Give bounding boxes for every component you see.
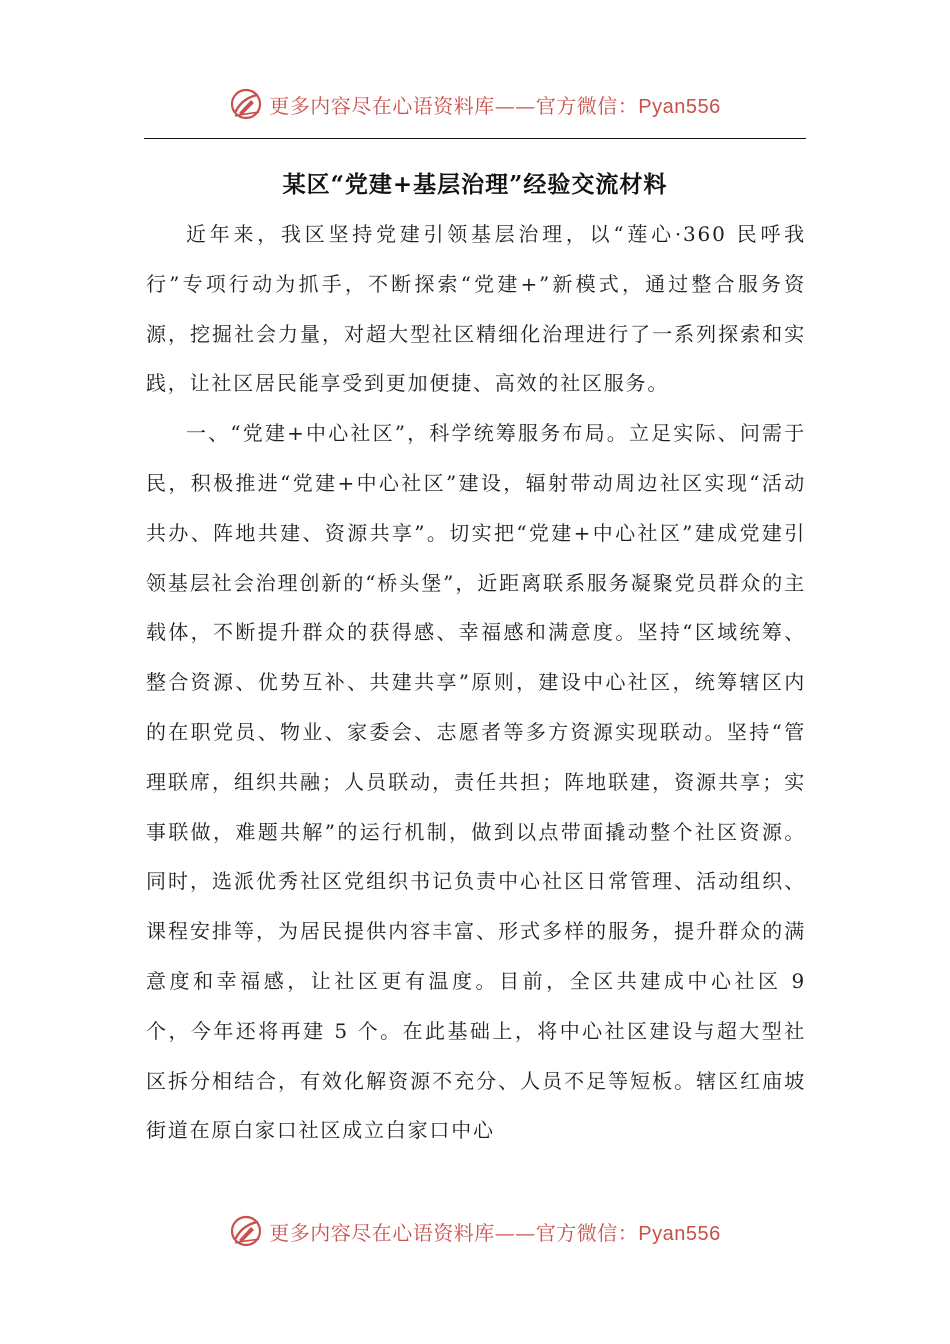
header-divider xyxy=(144,138,806,139)
banner-text xyxy=(269,90,720,119)
document-title: 某区“党建+基层治理”经验交流材料 xyxy=(282,171,668,198)
paragraph: 一、“党建+中心社区”，科学统筹服务布局。立足实际、问需于民，积极推进“党建+中心社区”建设，辐射带动周边社区实现“活动共办、阵地共建、资源共享”。切实把“党建+中心社区”建成党建引领基层社会治理创新的“桥头堡”，近距离联系服务凝聚党员群众的主载体，不断提升群众的获得感、幸福感和满意度。坚持“区域统筹、整合资源、优势互补、共建共享”原则，建设中心社区，统筹辖区内的在职党员、物业、家委会、志愿者等多方资源实现联动。坚持“管理联席，组织共融；人员联动，责任共担；阵地联建，资源共享；实事联做，难题共解”的运行机制，做到以点带面撬动整个社区资源。同时，选派优秀社区党组织书记负责中心社区日常管理、活动组织、课程安排等，为居民提供内容丰富、形式多样的服务，提升群众的满意度和幸福感，让社区更有温度。目前，全区共建成中心社区 9 个，今年还将再建 5 个。在此基础上，将中心社区建设与超大型社区拆分相结合，有效化解资源不充分、人员不足等短板。辖区红庙坡街道在原白家口社区成立白家口中心 xyxy=(146,421,806,1143)
banner-wechat-label: 官方微信： xyxy=(535,93,639,118)
banner-dash: —— xyxy=(494,93,536,118)
pen-logo-icon xyxy=(229,87,263,121)
paragraph: 近年来，我区坚持党建引领基层治理，以“莲心·360 民呼我行”专项行动为抓手，不断探索“党建+”新模式，通过整合服务资源，挖掘社会力量，对超大型社区精细化治理进行了一系列探索和实践，让社区居民能享受到更加便捷、高效的社区服务。 xyxy=(146,222,806,396)
footer-banner xyxy=(0,1211,950,1251)
banner-wechat-id: Pyan556 xyxy=(638,95,721,118)
banner-wechat-id: Pyan556 xyxy=(638,1222,721,1245)
pen-logo-icon xyxy=(229,1214,263,1248)
banner-dash: —— xyxy=(494,1220,536,1245)
banner-prefix: 更多内容尽在心语资料库 xyxy=(269,93,495,118)
header-banner xyxy=(0,84,950,124)
banner-wechat-label: 官方微信： xyxy=(535,1220,639,1245)
banner-prefix: 更多内容尽在心语资料库 xyxy=(269,1220,495,1245)
document-body xyxy=(146,210,806,1156)
banner-text xyxy=(269,1217,720,1246)
